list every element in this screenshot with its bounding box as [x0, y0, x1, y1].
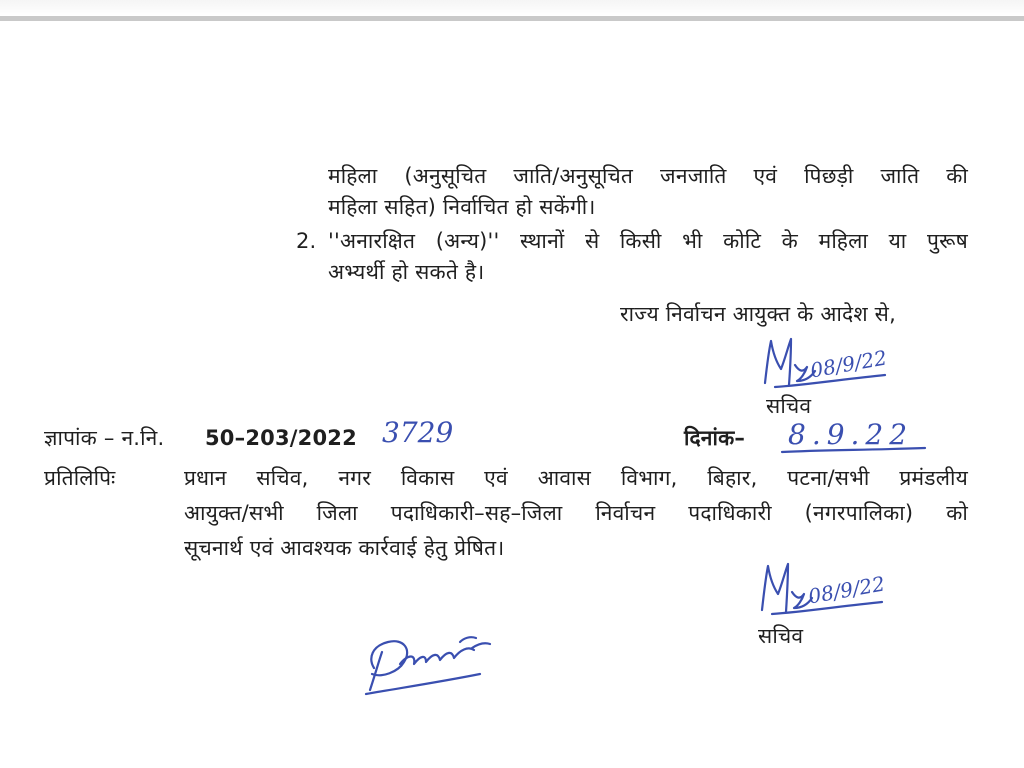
- memo-handwritten-number: 3729: [382, 416, 454, 449]
- signature-1-designation: सचिव: [766, 394, 812, 418]
- copy-line2: आयुक्त/सभी जिला पदाधिकारी–सह–जिला निर्वाचन पदाधिकारी (नगरपालिका) को: [184, 501, 968, 525]
- date-underline-icon: [780, 444, 930, 458]
- memo-handwritten-date: 8.9.22: [788, 418, 914, 451]
- signature-1-date: 08/9/22: [808, 345, 889, 383]
- item2-number: 2.: [296, 229, 317, 253]
- copy-line3: सूचनार्थ एवं आवश्यक कार्रवाई हेतु प्रेषित।: [184, 536, 505, 560]
- order-line: राज्य निर्वाचन आयुक्त के आदेश से,: [620, 302, 896, 326]
- paragraph1-line2: महिला सहित) निर्वाचित हो सकेंगी।: [328, 195, 596, 219]
- copy-line1: प्रधान सचिव, नगर विकास एवं आवास विभाग, बिहार, पटना/सभी प्रमंडलीय: [184, 466, 968, 490]
- memo-date-label: दिनांक–: [684, 426, 746, 450]
- paragraph1-line1: महिला (अनुसूचित जाति/अनुसूचित जनजाति एवं पिछड़ी जाति की: [328, 164, 968, 188]
- signature-2-date: 08/9/22: [806, 571, 887, 609]
- item2-line1: ''अनारक्षित (अन्य)'' स्थानों से किसी भी कोटि के महिला या पुरूष: [328, 229, 968, 253]
- scan-top-edge: [0, 16, 1024, 21]
- copy-label: प्रतिलिपिः: [44, 466, 116, 490]
- item2-line2: अभ्यर्थी हो सकते है।: [328, 260, 485, 284]
- initials-signature-icon: [360, 628, 500, 698]
- memo-label: ज्ञापांक – न.नि.: [44, 426, 165, 450]
- scan-top-shadow: [0, 0, 1024, 16]
- memo-number: 50–203/2022: [205, 426, 357, 450]
- signature-2-designation: सचिव: [758, 624, 804, 648]
